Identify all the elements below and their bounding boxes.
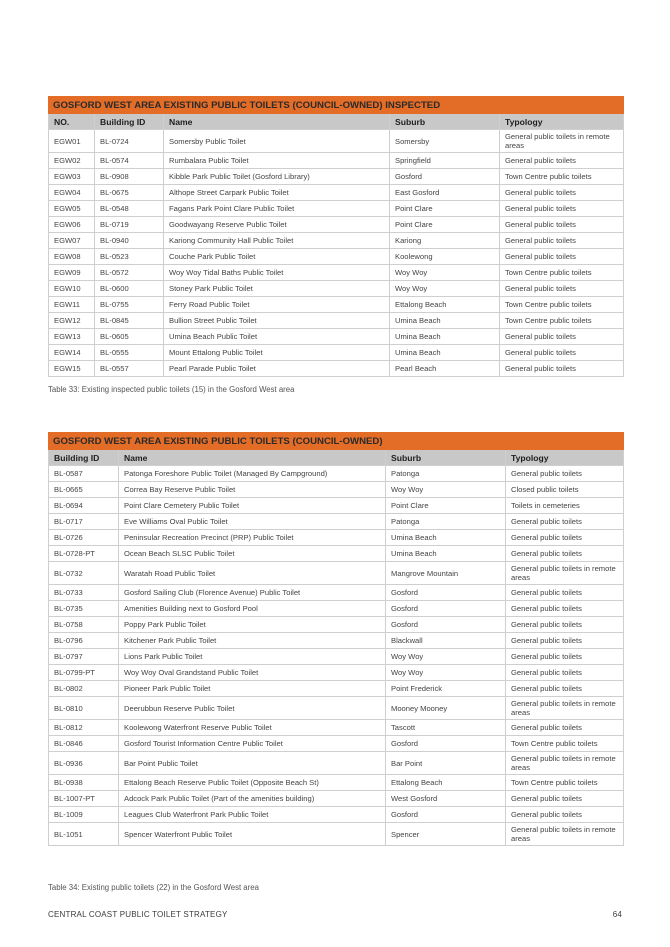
table-cell: BL-0675 <box>95 185 164 201</box>
table-cell: Umina Beach <box>390 313 500 329</box>
table-caption: Table 33: Existing inspected public toilets (15) in the Gosford West area <box>48 385 295 394</box>
table-cell: Gosford <box>390 169 500 185</box>
table-cell: Spencer Waterfront Public Toilet <box>119 823 386 846</box>
table-cell: BL-0732 <box>49 562 119 585</box>
table-row <box>49 329 624 345</box>
table-row <box>49 153 624 169</box>
table-cell: Woy Woy Oval Grandstand Public Toilet <box>119 665 386 681</box>
column-header: Typology <box>506 450 624 466</box>
table-cell: General public toilets <box>500 249 624 265</box>
table-row <box>49 233 624 249</box>
table-cell: General public toilets <box>500 185 624 201</box>
table-cell: Gosford <box>386 585 506 601</box>
table-cell: Deerubbun Reserve Public Toilet <box>119 697 386 720</box>
table-cell: Toilets in cemeteries <box>506 498 624 514</box>
table-cell: Gosford <box>386 736 506 752</box>
table-cell: Pearl Beach <box>390 361 500 377</box>
table-cell: Town Centre public toilets <box>500 297 624 313</box>
table-cell: General public toilets <box>506 665 624 681</box>
table-cell: Adcock Park Public Toilet (Part of the amenities building) <box>119 791 386 807</box>
table-cell: Closed public toilets <box>506 482 624 498</box>
table-cell: Pearl Parade Public Toilet <box>164 361 390 377</box>
table-cell: Patonga Foreshore Public Toilet (Managed By Campground) <box>119 466 386 482</box>
table-cell: General public toilets <box>506 546 624 562</box>
table-cell: Gosford Tourist Information Centre Public Toilet <box>119 736 386 752</box>
table-row <box>49 585 624 601</box>
table-row <box>49 530 624 546</box>
table-cell: BL-0908 <box>95 169 164 185</box>
table-cell: EGW12 <box>49 313 95 329</box>
table-cell: BL-0665 <box>49 482 119 498</box>
table-cell: BL-0802 <box>49 681 119 697</box>
table-row <box>49 649 624 665</box>
table-cell: Correa Bay Reserve Public Toilet <box>119 482 386 498</box>
table-cell: BL-0797 <box>49 649 119 665</box>
table-cell: BL-0846 <box>49 736 119 752</box>
table-row <box>49 201 624 217</box>
table-cell: Kibble Park Public Toilet (Gosford Library) <box>164 169 390 185</box>
table-cell: BL-0724 <box>95 130 164 153</box>
table-row <box>49 249 624 265</box>
table-cell: BL-0719 <box>95 217 164 233</box>
table-cell: Althope Street Carpark Public Toilet <box>164 185 390 201</box>
table-cell: EGW04 <box>49 185 95 201</box>
table-cell: Amenities Building next to Gosford Pool <box>119 601 386 617</box>
table-cell: Ocean Beach SLSC Public Toilet <box>119 546 386 562</box>
table-cell: Bar Point <box>386 752 506 775</box>
table-cell: General public toilets <box>500 201 624 217</box>
table-cell: BL-0548 <box>95 201 164 217</box>
table-cell: BL-0572 <box>95 265 164 281</box>
table-cell: Lions Park Public Toilet <box>119 649 386 665</box>
table-cell: Town Centre public toilets <box>506 736 624 752</box>
table-cell: Woy Woy Tidal Baths Public Toilet <box>164 265 390 281</box>
table-cell: BL-0694 <box>49 498 119 514</box>
table-cell: BL-0600 <box>95 281 164 297</box>
table-cell: Point Clare <box>390 217 500 233</box>
table-cell: BL-1007-PT <box>49 791 119 807</box>
table-cell: General public toilets <box>506 617 624 633</box>
table-row <box>49 633 624 649</box>
table-cell: Point Clare Cemetery Public Toilet <box>119 498 386 514</box>
table-row <box>49 466 624 482</box>
table-cell: Goodwayang Reserve Public Toilet <box>164 217 390 233</box>
table-cell: EGW14 <box>49 345 95 361</box>
table-cell: BL-0728-PT <box>49 546 119 562</box>
column-header: Suburb <box>390 114 500 130</box>
table-title: GOSFORD WEST AREA EXISTING PUBLIC TOILETS (COUNCIL-OWNED) <box>49 433 624 450</box>
table-row <box>49 265 624 281</box>
table-cell: BL-0936 <box>49 752 119 775</box>
table-row <box>49 681 624 697</box>
table-cell: Mangrove Mountain <box>386 562 506 585</box>
table-cell: Gosford Sailing Club (Florence Avenue) Public Toilet <box>119 585 386 601</box>
table-cell: EGW01 <box>49 130 95 153</box>
table-cell: BL-1051 <box>49 823 119 846</box>
table-cell: Blackwall <box>386 633 506 649</box>
table-cell: BL-0733 <box>49 585 119 601</box>
table-row <box>49 361 624 377</box>
table-cell: BL-0755 <box>95 297 164 313</box>
table-cell: Spencer <box>386 823 506 846</box>
table-cell: Gosford <box>386 617 506 633</box>
table-cell: Kariong Community Hall Public Toilet <box>164 233 390 249</box>
table-cell: Mount Ettalong Public Toilet <box>164 345 390 361</box>
table-cell: Patonga <box>386 466 506 482</box>
table-cell: General public toilets in remote areas <box>500 130 624 153</box>
table-cell: General public toilets <box>506 807 624 823</box>
table-cell: Woy Woy <box>386 482 506 498</box>
table-cell: Mooney Mooney <box>386 697 506 720</box>
table-row <box>49 823 624 846</box>
existing-toilets-table <box>48 432 624 846</box>
table-cell: Umina Beach <box>386 546 506 562</box>
table-cell: General public toilets in remote areas <box>506 752 624 775</box>
table-cell: BL-0810 <box>49 697 119 720</box>
table-cell: General public toilets <box>506 720 624 736</box>
table-row <box>49 720 624 736</box>
table-row <box>49 217 624 233</box>
table-cell: Poppy Park Public Toilet <box>119 617 386 633</box>
table-cell: BL-0726 <box>49 530 119 546</box>
column-header: Suburb <box>386 450 506 466</box>
column-header: Typology <box>500 114 624 130</box>
table-row <box>49 546 624 562</box>
table-cell: General public toilets <box>500 361 624 377</box>
table-cell: General public toilets <box>506 466 624 482</box>
table-cell: BL-0523 <box>95 249 164 265</box>
table-cell: BL-0938 <box>49 775 119 791</box>
table-caption: Table 34: Existing public toilets (22) in the Gosford West area <box>48 883 259 892</box>
table-cell: EGW06 <box>49 217 95 233</box>
table-cell: General public toilets <box>500 345 624 361</box>
table-cell: General public toilets <box>506 649 624 665</box>
table-cell: Bar Point Public Toilet <box>119 752 386 775</box>
table-cell: BL-0812 <box>49 720 119 736</box>
table-cell: Fagans Park Point Clare Public Toilet <box>164 201 390 217</box>
table-cell: EGW11 <box>49 297 95 313</box>
table-cell: Springfield <box>390 153 500 169</box>
table-row <box>49 752 624 775</box>
table-cell: EGW08 <box>49 249 95 265</box>
table-row <box>49 130 624 153</box>
table-cell: EGW03 <box>49 169 95 185</box>
table-cell: East Gosford <box>390 185 500 201</box>
table-cell: General public toilets <box>500 153 624 169</box>
table-cell: Stoney Park Public Toilet <box>164 281 390 297</box>
table-cell: Point Clare <box>386 498 506 514</box>
table-cell: Koolewong <box>390 249 500 265</box>
table-cell: Couche Park Public Toilet <box>164 249 390 265</box>
column-header: Name <box>119 450 386 466</box>
table-cell: Kitchener Park Public Toilet <box>119 633 386 649</box>
table-row <box>49 297 624 313</box>
table-cell: General public toilets <box>506 791 624 807</box>
column-header: Building ID <box>49 450 119 466</box>
table-cell: General public toilets in remote areas <box>506 562 624 585</box>
table-cell: Patonga <box>386 514 506 530</box>
table-cell: General public toilets <box>500 329 624 345</box>
table-cell: Gosford <box>386 807 506 823</box>
table-cell: BL-0735 <box>49 601 119 617</box>
table-row <box>49 601 624 617</box>
table-cell: Woy Woy <box>386 649 506 665</box>
table-cell: General public toilets <box>506 585 624 601</box>
table-row <box>49 665 624 681</box>
table-cell: General public toilets <box>506 681 624 697</box>
table-cell: Tascott <box>386 720 506 736</box>
table-cell: Town Centre public toilets <box>506 775 624 791</box>
table-cell: Peninsular Recreation Precinct (PRP) Public Toilet <box>119 530 386 546</box>
table-cell: Waratah Road Public Toilet <box>119 562 386 585</box>
table-cell: Point Clare <box>390 201 500 217</box>
table-row <box>49 736 624 752</box>
table-row <box>49 313 624 329</box>
table-cell: Ettalong Beach <box>390 297 500 313</box>
column-header: Name <box>164 114 390 130</box>
table-cell: Town Centre public toilets <box>500 169 624 185</box>
table-cell: Umina Beach <box>390 345 500 361</box>
table-cell: BL-0845 <box>95 313 164 329</box>
table-cell: Pioneer Park Public Toilet <box>119 681 386 697</box>
table-cell: Somersby <box>390 130 500 153</box>
table-cell: EGW09 <box>49 265 95 281</box>
table-cell: BL-0555 <box>95 345 164 361</box>
table-cell: BL-0574 <box>95 153 164 169</box>
table-cell: Umina Beach Public Toilet <box>164 329 390 345</box>
column-header: NO. <box>49 114 95 130</box>
table-cell: Gosford <box>386 601 506 617</box>
table-cell: Woy Woy <box>390 265 500 281</box>
table-cell: West Gosford <box>386 791 506 807</box>
table-cell: General public toilets <box>500 281 624 297</box>
table-cell: Somersby Public Toilet <box>164 130 390 153</box>
table-cell: EGW15 <box>49 361 95 377</box>
table-row <box>49 482 624 498</box>
table-cell: General public toilets <box>506 601 624 617</box>
table-cell: EGW05 <box>49 201 95 217</box>
column-header: Building ID <box>95 114 164 130</box>
table-cell: EGW02 <box>49 153 95 169</box>
table-cell: Point Frederick <box>386 681 506 697</box>
table-cell: Kariong <box>390 233 500 249</box>
inspected-toilets-table <box>48 96 624 377</box>
table-row <box>49 807 624 823</box>
table-cell: Woy Woy <box>386 665 506 681</box>
table-cell: BL-0796 <box>49 633 119 649</box>
table-cell: Ferry Road Public Toilet <box>164 297 390 313</box>
document-title-footer: CENTRAL COAST PUBLIC TOILET STRATEGY <box>48 910 228 919</box>
table-cell: Koolewong Waterfront Reserve Public Toilet <box>119 720 386 736</box>
table-row <box>49 791 624 807</box>
table-cell: BL-0758 <box>49 617 119 633</box>
table-cell: Leagues Club Waterfront Park Public Toilet <box>119 807 386 823</box>
table-cell: Bullion Street Public Toilet <box>164 313 390 329</box>
table-row <box>49 185 624 201</box>
table-cell: EGW10 <box>49 281 95 297</box>
table-cell: Ettalong Beach <box>386 775 506 791</box>
table-cell: General public toilets in remote areas <box>506 697 624 720</box>
table-cell: BL-0799-PT <box>49 665 119 681</box>
table-cell: EGW13 <box>49 329 95 345</box>
page-number: 64 <box>612 910 622 919</box>
table-row <box>49 498 624 514</box>
table-cell: General public toilets in remote areas <box>506 823 624 846</box>
table-cell: Rumbalara Public Toilet <box>164 153 390 169</box>
table-row <box>49 617 624 633</box>
table-cell: Ettalong Beach Reserve Public Toilet (Opposite Beach St) <box>119 775 386 791</box>
table-row <box>49 697 624 720</box>
table-cell: General public toilets <box>506 514 624 530</box>
table-cell: BL-0940 <box>95 233 164 249</box>
table-row <box>49 562 624 585</box>
table-cell: Town Centre public toilets <box>500 265 624 281</box>
table-cell: Eve Williams Oval Public Toilet <box>119 514 386 530</box>
table-row <box>49 169 624 185</box>
table-cell: BL-0557 <box>95 361 164 377</box>
table-cell: General public toilets <box>506 633 624 649</box>
table-row <box>49 775 624 791</box>
table-cell: BL-0605 <box>95 329 164 345</box>
table-cell: Town Centre public toilets <box>500 313 624 329</box>
table-row <box>49 281 624 297</box>
table-cell: General public toilets <box>500 233 624 249</box>
table-cell: Woy Woy <box>390 281 500 297</box>
table-cell: BL-0587 <box>49 466 119 482</box>
table-cell: BL-0717 <box>49 514 119 530</box>
table-cell: EGW07 <box>49 233 95 249</box>
table-cell: General public toilets <box>500 217 624 233</box>
table-cell: Umina Beach <box>390 329 500 345</box>
table-cell: Umina Beach <box>386 530 506 546</box>
table-row <box>49 345 624 361</box>
table-cell: General public toilets <box>506 530 624 546</box>
table-title: GOSFORD WEST AREA EXISTING PUBLIC TOILETS (COUNCIL-OWNED) INSPECTED <box>49 97 624 114</box>
table-cell: BL-1009 <box>49 807 119 823</box>
table-row <box>49 514 624 530</box>
